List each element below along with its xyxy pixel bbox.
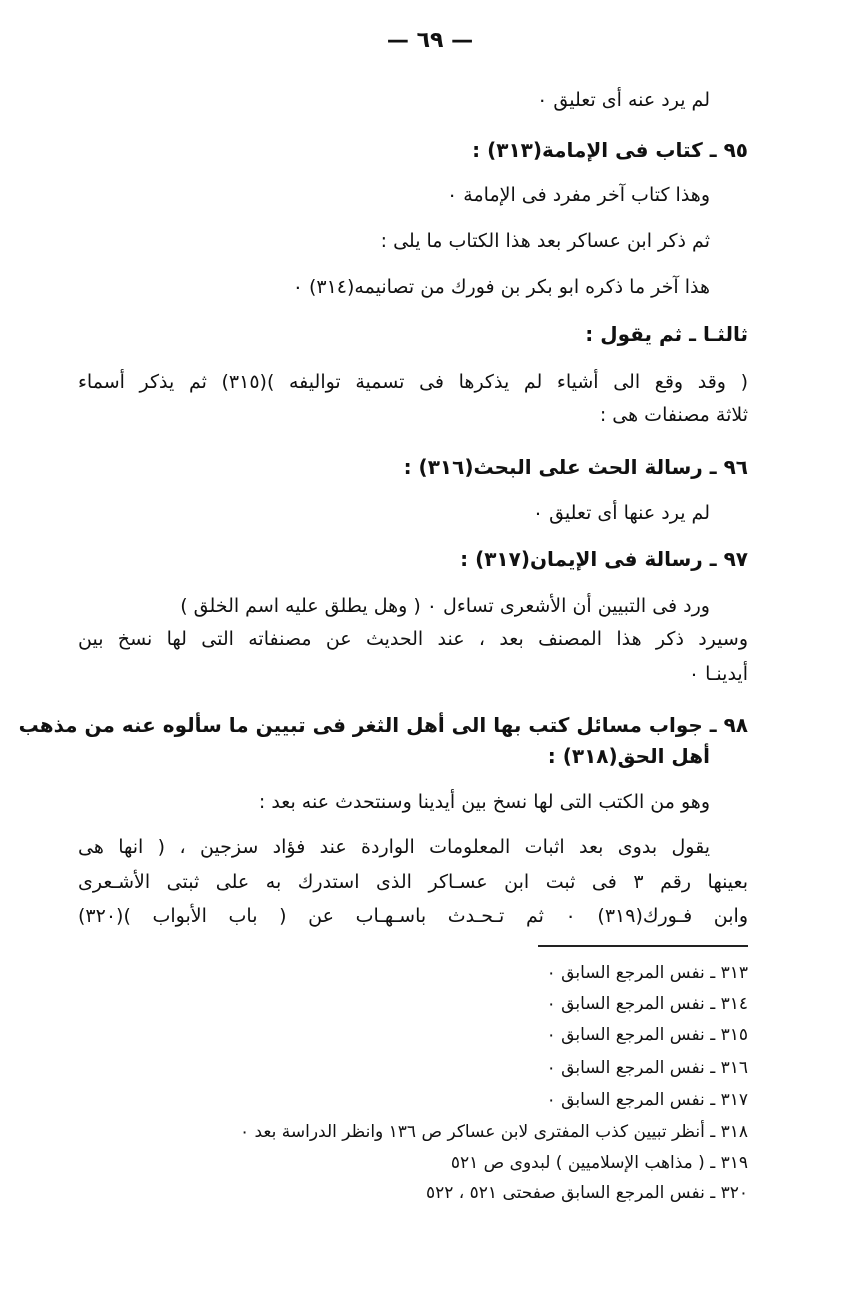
body-line: لم يرد عنها أى تعليق ٠ xyxy=(532,502,710,524)
body-line: وهو من الكتب التى لها نسخ بين أيدينا وسنتحدث عنه بعد : xyxy=(258,791,710,813)
body-line: يقول بدوى بعد اثبات المعلومات الواردة عند فؤاد سزجين ، ( انها هى xyxy=(78,836,710,858)
section-heading-third: ثالثـا ـ ثم يقول : xyxy=(585,322,748,346)
footnote: ٣٢٠ ـ نفس المرجع السابق صفحتى ٥٢١ ، ٥٢٢ xyxy=(425,1183,748,1203)
body-line: ( وقد وقع الى أشياء لم يذكرها فى تسمية تواليفه )(٣١٥) ثم يذكر أسماء xyxy=(78,371,748,393)
body-line: ثلاثة مصنفات هى : xyxy=(599,404,748,426)
footnote: ٣١٨ ـ أنظر تبيين كذب المفترى لابن عساكر ص ١٣٦ وانظر الدراسة بعد ٠ xyxy=(239,1122,748,1142)
footnote: ٣١٥ ـ نفس المرجع السابق ٠ xyxy=(546,1025,748,1045)
footnote: ٣١٧ ـ نفس المرجع السابق ٠ xyxy=(546,1090,748,1110)
body-line: وابن فـورك(٣١٩) ٠ ثم تـحـدث باسـهـاب عن ( باب الأبواب )(٣٢٠) xyxy=(78,905,748,927)
footnote: ٣١٣ ـ نفس المرجع السابق ٠ xyxy=(546,963,748,983)
body-line: أيدينـا ٠ xyxy=(688,663,748,685)
footnote: ٣١٦ ـ نفس المرجع السابق ٠ xyxy=(546,1058,748,1078)
footnote-separator xyxy=(538,945,748,947)
body-line: ثم ذكر ابن عساكر بعد هذا الكتاب ما يلى : xyxy=(380,230,710,252)
entry-heading-98: ٩٨ ـ جواب مسائل كتب بها الى أهل الثغر فى تبيين ما سألوه عنه من مذهب xyxy=(18,713,748,737)
body-line: وسيرد ذكر هذا المصنف بعد ، عند الحديث عن مصنفاته التى لها نسخ بين xyxy=(78,628,748,650)
entry-heading-98-cont: أهل الحق(٣١٨) : xyxy=(547,744,710,768)
body-line: بعينها رقم ٣ فى ثبت ابن عسـاكر الذى استدرك به على ثبتى الأشـعرى xyxy=(78,871,748,893)
body-line: هذا آخر ما ذكره ابو بكر بن فورك من تصانيمه(٣١٤) ٠ xyxy=(292,276,710,298)
footnote: ٣١٤ ـ نفس المرجع السابق ٠ xyxy=(546,994,748,1014)
entry-heading-97: ٩٧ ـ رسالة فى الإيمان(٣١٧) : xyxy=(460,547,748,571)
page-number: — ٦٩ — xyxy=(386,28,474,53)
body-line: ورد فى التبيين أن الأشعرى تساءل ٠ ( وهل يطلق عليه اسم الخلق ) xyxy=(180,595,710,617)
footnote: ٣١٩ ـ ( مذاهب الإسلاميين ) لبدوى ص ٥٢١ xyxy=(450,1153,748,1173)
body-line: لم يرد عنه أى تعليق ٠ xyxy=(537,89,710,111)
entry-heading-96: ٩٦ ـ رسالة الحث على البحث(٣١٦) : xyxy=(403,455,748,479)
body-line: وهذا كتاب آخر مفرد فى الإمامة ٠ xyxy=(447,184,710,206)
entry-heading-95: ٩٥ ـ كتاب فى الإمامة(٣١٣) : xyxy=(472,138,748,162)
